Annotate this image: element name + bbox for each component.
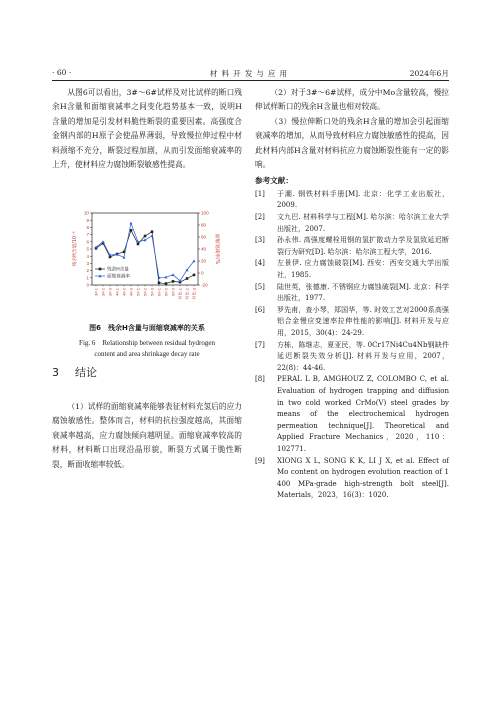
chart-svg: [70, 207, 220, 317]
data-point-rate: [193, 259, 196, 262]
reference-number: [9]: [255, 456, 265, 465]
issue-date: 2024年6月: [409, 69, 449, 78]
reference-text: 文九巴. 材料科学与工程[M]. 哈尔滨：哈尔滨工业大学出版社，2007.: [277, 213, 449, 233]
y2-axis-label: 面缩衰减率/%: [214, 233, 219, 265]
x-tick-label: 对比-2: [184, 288, 190, 300]
y-tick-label: 8: [86, 225, 89, 230]
reference-item: [255, 282, 449, 305]
reference-text: XIONG X L, SONG K K, LI J X, et al. Effect of Mo content on hydrogen evolution reaction of 1 400 MPa-grade high-strength bolt steel[J]. Materials，2023，16(3)：1020.: [277, 456, 449, 500]
reference-number: [8]: [255, 375, 265, 384]
y-tick-label: 4: [86, 253, 89, 259]
reference-number: [3]: [255, 236, 265, 245]
reference-item: [255, 212, 449, 235]
figure-caption-cn: 图6 残余H含量与面缩衰减率的关系: [89, 324, 205, 332]
y2-tick-label: 80: [201, 222, 207, 228]
x-tick-label: 对比-3: [191, 288, 197, 300]
data-point-h: [158, 282, 161, 285]
reference-item: [255, 235, 449, 258]
references-title: 参考文献：: [255, 176, 293, 186]
figure-6-chart: [70, 207, 220, 317]
y-tick-label: 1: [86, 275, 89, 281]
intro-paragraph: 从图6可以看出，3#～6#试样及对比试样的断口残余H含量和面缩衰减率之间变化趋势基本一致，说明H含量的增加是引发材料脆性断裂的重要因素。高强度合金钢内部的H原子会使晶界薄弱，导致慢拉伸过程中材料颈缩不充分，断裂过程加剧，从而引发面缩衰减率的上升，使材料应力腐蚀断裂敏感性提高。: [52, 88, 242, 170]
reference-text: 罗先甫，查小琴，郑国华，等. 时效工艺对2000系高强铝合金慢应变速率拉伸性能的影响[J]. 材料开发与应用，2015，30(4)：24-29.: [277, 305, 449, 337]
data-point-h: [172, 280, 175, 283]
reference-number: [4]: [255, 259, 265, 268]
data-point-rate: [151, 234, 154, 237]
x-tick-label: 5#-3: [149, 288, 155, 297]
x-tick-label: 4#-3: [128, 288, 134, 297]
figure-caption-en-line2: content and area shrinkage decay rate: [94, 350, 200, 358]
reference-text: 陆世英，张德康. 不锈钢应力腐蚀破裂[M]. 北京：科学出版社，1977.: [277, 282, 449, 303]
legend-marker: [99, 268, 102, 271]
reference-item: [255, 258, 449, 281]
section-heading: [52, 364, 97, 380]
reference-item: [255, 305, 449, 340]
y-tick-label: 9: [86, 217, 89, 223]
reference-number: [1]: [255, 189, 265, 198]
conclusion-2: （2）对于3#～6#试样，成分中Mo含量较高，慢拉伸试样断口的残余H含量也相对较高。: [255, 88, 449, 112]
reference-text: 孙永伟. 高强度螺栓用钢的氢扩散动力学及氢致延迟断裂行为研究[D]. 哈尔滨：哈尔滨工程大学，2016.: [277, 236, 449, 256]
conclusion-3: （3）慢拉伸断口处的残余H含量的增加会引起面缩衰减率的增加，从而导致材料应力腐蚀敏感性的提高，因此材料内部H含量对材料抗应力腐蚀断裂性能有一定的影响。: [255, 116, 449, 170]
left-column: [52, 86, 242, 172]
conclusion-left: [52, 400, 242, 472]
section-title: 结论: [75, 366, 97, 379]
running-header: [52, 68, 449, 80]
page-number: · 60 ·: [52, 68, 72, 77]
reference-list: [255, 189, 449, 502]
legend-label: 面缩衰减率: [107, 274, 130, 280]
reference-number: [2]: [255, 213, 265, 222]
header-rule: [52, 80, 449, 81]
journal-title: 材料开发与应用: [209, 69, 292, 78]
y-tick-label: 2: [86, 268, 89, 274]
section-number: 3: [52, 366, 59, 379]
figure-caption-en-line1: Fig. 6 Relationship between residual hydrogen: [79, 339, 215, 347]
reference-item: [255, 340, 449, 375]
x-tick-label: 3#-1: [93, 288, 99, 297]
y-tick-label: 3: [86, 261, 89, 266]
reference-number: [5]: [255, 282, 265, 291]
data-point-h: [193, 274, 196, 277]
y2-tick-label: -20: [201, 282, 208, 288]
x-tick-label: 6#-3: [170, 288, 176, 297]
x-tick-label: 5#-1: [135, 288, 141, 297]
y-tick-label: 10: [83, 210, 89, 216]
x-tick-label: 5#-2: [142, 288, 148, 297]
reference-item: [255, 374, 449, 455]
y-axis-label: 残余H含量/10⁻⁶: [73, 231, 78, 267]
y2-tick-label: 40: [201, 246, 207, 252]
x-tick-label: 3#-2: [100, 288, 106, 297]
reference-text: PERAL L B, AMGHOUZ Z, COLOMBO C, et al. Evaluation of hydrogen trapping and diffusion in two cold worked CrMo(V) steel grades by means of the electrochemical hydrogen permeation technique[J]. Theoretical and Applied Fracture Mechanics，2020，110：102771.: [277, 375, 449, 453]
x-tick-label: 对比-1: [177, 288, 183, 300]
y-tick-label: 6: [86, 239, 89, 245]
y-tick-label: 0: [86, 282, 89, 288]
data-point-h: [144, 235, 147, 238]
data-point-h: [151, 230, 154, 233]
data-point-h: [137, 243, 140, 246]
y2-tick-label: 60: [201, 234, 207, 240]
reference-item: [255, 456, 449, 502]
reference-text: 于潮. 钢铁材料手册[M]. 北京：化学工业出版社，2009.: [277, 189, 449, 210]
reference-number: [7]: [255, 340, 265, 349]
y-tick-label: 7: [86, 232, 89, 238]
y2-tick-label: 0: [201, 270, 204, 276]
reference-item: [255, 189, 449, 212]
right-column: [255, 86, 449, 502]
data-point-h: [186, 277, 189, 280]
y2-tick-label: 100: [201, 210, 209, 216]
x-tick-label: 6#-2: [163, 288, 169, 297]
y2-tick-label: 20: [201, 258, 207, 264]
reference-number: [6]: [255, 305, 265, 314]
reference-text: 方栋，陈继志，夏亚民，等. 0Cr17Ni4Cu4Nb钢缺件延迟断裂失效分析[J]. 材料开发与应用，2007，22(8)：44-46.: [277, 340, 449, 372]
data-point-rate: [130, 222, 133, 225]
legend-label: 残余H含量: [107, 267, 129, 273]
data-point-rate: [144, 238, 147, 241]
x-tick-label: 3#-3: [107, 288, 113, 297]
data-point-h: [165, 282, 168, 285]
conclusion-1: （1）试样的面缩衰减率能够表征材料充氢后的应力腐蚀敏感性。整体而言，材料的抗拉强度越高，其面缩衰减率越高，应力腐蚀倾向越明显。面缩衰减率较高的材料，材料断口出现沿晶形貌，断裂方式属于脆性断裂，断面收缩率较低。: [52, 402, 242, 469]
reference-text: 左景伊. 应力腐蚀破裂[M]. 西安：西安交通大学出版社，1985.: [277, 259, 449, 279]
x-tick-label: 4#-2: [121, 288, 127, 297]
x-tick-label: 6#-1: [156, 288, 162, 297]
data-point-rate: [102, 240, 105, 243]
figure-caption-en: [52, 338, 242, 360]
data-point-rate: [172, 273, 175, 276]
x-tick-label: 4#-1: [114, 288, 120, 297]
y-tick-label: 5: [86, 246, 89, 252]
